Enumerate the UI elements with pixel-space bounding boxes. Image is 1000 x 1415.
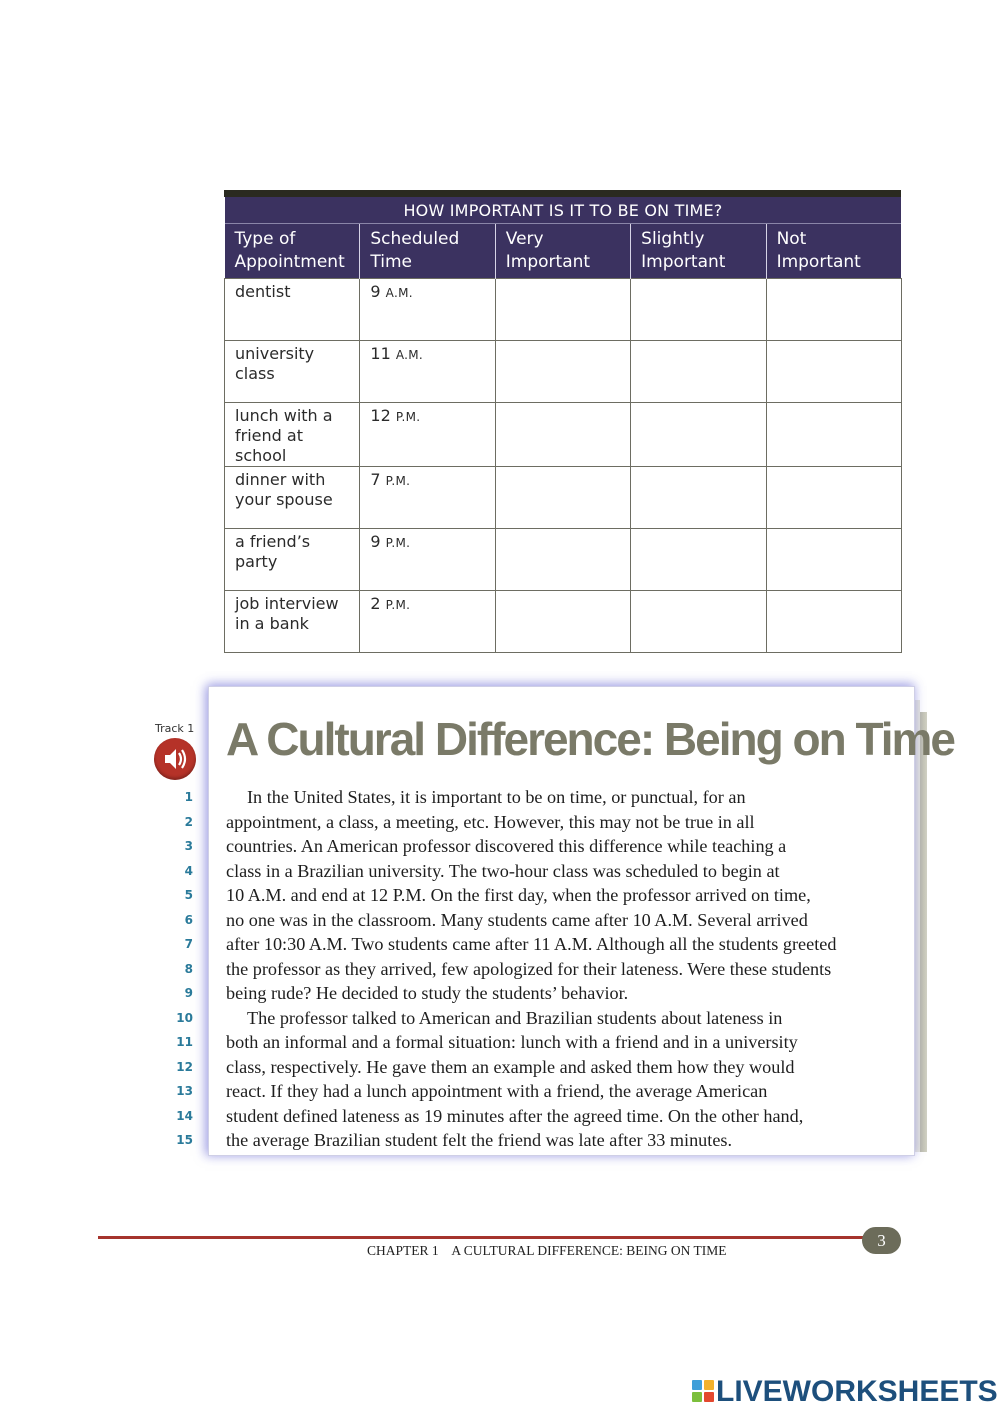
footer-rule: [98, 1236, 873, 1239]
reading-line: react. If they had a lunch appointment with a friend, the average American: [226, 1081, 768, 1101]
reading-line: class, respectively. He gave them an example and asked them how they would: [226, 1056, 795, 1077]
reading-line: the professor as they arrived, few apologized for their lateness. Were these students: [226, 958, 832, 979]
table-top-bar: [224, 190, 901, 197]
slightly-important-cell[interactable]: [631, 467, 766, 529]
reading-line: countries. An American professor discovered this difference while teaching a: [226, 836, 787, 856]
scheduled-time-cell: [360, 403, 495, 467]
table-title: HOW IMPORTANT IS IT TO BE ON TIME?: [225, 197, 902, 224]
page-number-badge: 3: [862, 1227, 901, 1254]
column-header-line: Very: [505, 229, 544, 249]
reading-line: In the United States, it is important to be on time, or punctual, for an: [247, 787, 746, 807]
column-header-line: Important: [641, 252, 726, 272]
reading-line: no one was in the classroom. Many students came after 10 A.M. Several arrived: [226, 909, 808, 930]
not-important-cell[interactable]: [766, 279, 901, 341]
line-number: 9: [184, 986, 193, 1000]
not-important-cell[interactable]: [766, 403, 901, 467]
reading-line: class in a Brazilian university. The two-hour class was scheduled to begin at: [226, 860, 780, 881]
not-important-cell[interactable]: [766, 529, 901, 591]
column-header: [766, 224, 901, 279]
column-header-line: Not: [776, 229, 807, 249]
line-number: 15: [176, 1133, 193, 1147]
audio-play-button[interactable]: [154, 738, 196, 780]
scheduled-time-cell: [360, 279, 495, 341]
column-header-line: Time: [370, 252, 412, 272]
scheduled-time-cell: [360, 591, 495, 653]
appointment-type-text: in a bank: [235, 614, 309, 633]
table-row: [225, 403, 902, 467]
column-header-line: Type of: [234, 229, 296, 249]
reading-line: student defined lateness as 19 minutes after the agreed time. On the other hand,: [226, 1105, 804, 1126]
scheduled-time-cell: [360, 529, 495, 591]
column-header-line: Important: [776, 252, 861, 272]
reading-line: The professor talked to American and Brazilian students about lateness in: [247, 1007, 783, 1028]
very-important-cell[interactable]: [495, 341, 630, 403]
line-number: 11: [176, 1035, 193, 1049]
time-hour: 7: [370, 470, 381, 489]
line-number: 3: [184, 839, 193, 853]
reading-line: after 10:30 A.M. Two students came after 11 A.M. Although all the students greeted: [226, 934, 837, 954]
slightly-important-cell[interactable]: [631, 403, 766, 467]
table-row: [225, 341, 902, 403]
table-row: [225, 279, 902, 341]
line-number: 2: [184, 814, 193, 829]
reading-line: 10 A.M. and end at 12 P.M. On the first day, when the professor arrived on time,: [226, 885, 811, 905]
slightly-important-cell[interactable]: [631, 341, 766, 403]
appointment-type-text: lunch with a: [235, 406, 333, 425]
appointment-type-text: job interview: [235, 594, 339, 613]
line-number: 8: [184, 961, 193, 976]
reading-line: being rude? He decided to study the students’ behavior.: [226, 983, 629, 1003]
column-header: [225, 224, 360, 279]
table-row: [225, 467, 902, 529]
appointment-importance-table: [224, 197, 902, 653]
column-header-line: Important: [505, 252, 591, 272]
time-hour: 9: [370, 532, 381, 551]
appointment-type-text: your spouse: [235, 490, 333, 509]
line-number: 14: [176, 1108, 193, 1123]
time-period: P.M.: [385, 536, 411, 550]
column-header: [360, 224, 495, 279]
time-period: A.M.: [395, 348, 424, 362]
time-hour: 2: [370, 594, 381, 613]
very-important-cell[interactable]: [495, 591, 630, 653]
appointment-type-text: friend at school: [235, 426, 303, 465]
time-hour: 12: [370, 406, 391, 425]
time-period: P.M.: [395, 410, 421, 424]
slightly-important-cell[interactable]: [631, 279, 766, 341]
time-hour: 9: [370, 282, 381, 301]
very-important-cell[interactable]: [495, 403, 630, 467]
appointment-type-cell: [225, 529, 360, 591]
scheduled-time-cell: [360, 467, 495, 529]
appointment-type-text: dentist: [235, 282, 291, 301]
column-header: [495, 224, 630, 279]
line-number: 13: [176, 1084, 193, 1098]
not-important-cell[interactable]: [766, 467, 901, 529]
appointment-type-cell: [225, 591, 360, 653]
not-important-cell[interactable]: [766, 591, 901, 653]
line-number: 5: [184, 888, 193, 902]
appointment-type-text: a friend’s party: [235, 532, 311, 571]
column-header: [631, 224, 766, 279]
line-number: 6: [184, 912, 193, 927]
running-head: CHAPTER 1 A CULTURAL DIFFERENCE: BEING ON TIME: [367, 1243, 727, 1258]
liveworksheets-wordmark: LIVEWORKSHEETS: [716, 1375, 998, 1408]
table-header-row: [225, 224, 902, 279]
liveworksheets-logo: [692, 1375, 998, 1408]
table-row: [225, 591, 902, 653]
slightly-important-cell[interactable]: [631, 591, 766, 653]
slightly-important-cell[interactable]: [631, 529, 766, 591]
very-important-cell[interactable]: [495, 279, 630, 341]
reading-line: both an informal and a formal situation: lunch with a friend and in a university: [226, 1032, 798, 1052]
line-number: 1: [184, 790, 193, 804]
time-period: P.M.: [385, 598, 411, 612]
column-header-line: Appointment: [234, 252, 345, 272]
time-period: A.M.: [385, 286, 413, 300]
column-header-line: Scheduled: [370, 229, 460, 249]
reading-line: the average Brazilian student felt the friend was late after 33 minutes.: [226, 1130, 733, 1150]
track-label: Track 1: [155, 722, 195, 735]
table-row: [225, 529, 902, 591]
speaker-icon: [154, 738, 196, 780]
time-hour: 11: [370, 344, 391, 363]
table-body: [225, 279, 902, 653]
appointment-type-text: university class: [235, 344, 315, 383]
line-number: 12: [176, 1059, 193, 1074]
line-numbers: [165, 785, 193, 1153]
appointment-type-cell: [225, 403, 360, 467]
appointment-type-text: dinner with: [235, 470, 326, 489]
not-important-cell[interactable]: [766, 341, 901, 403]
column-header-line: Slightly: [641, 229, 705, 249]
reading-body: [226, 785, 906, 1153]
appointment-table-wrapper: [224, 190, 901, 653]
very-important-cell[interactable]: [495, 529, 630, 591]
liveworksheets-blocks-icon: [692, 1380, 714, 1404]
time-period: P.M.: [385, 474, 411, 488]
appointment-type-cell: [225, 467, 360, 529]
reading-title: A Cultural Difference: Being on Time: [226, 713, 954, 765]
reading-line: appointment, a class, a meeting, etc. However, this may not be true in all: [226, 811, 755, 832]
appointment-type-cell: [225, 341, 360, 403]
line-number: 10: [176, 1010, 193, 1025]
scheduled-time-cell: [360, 341, 495, 403]
line-number: 4: [184, 863, 193, 878]
very-important-cell[interactable]: [495, 467, 630, 529]
appointment-type-cell: [225, 279, 360, 341]
line-number: 7: [184, 937, 193, 951]
